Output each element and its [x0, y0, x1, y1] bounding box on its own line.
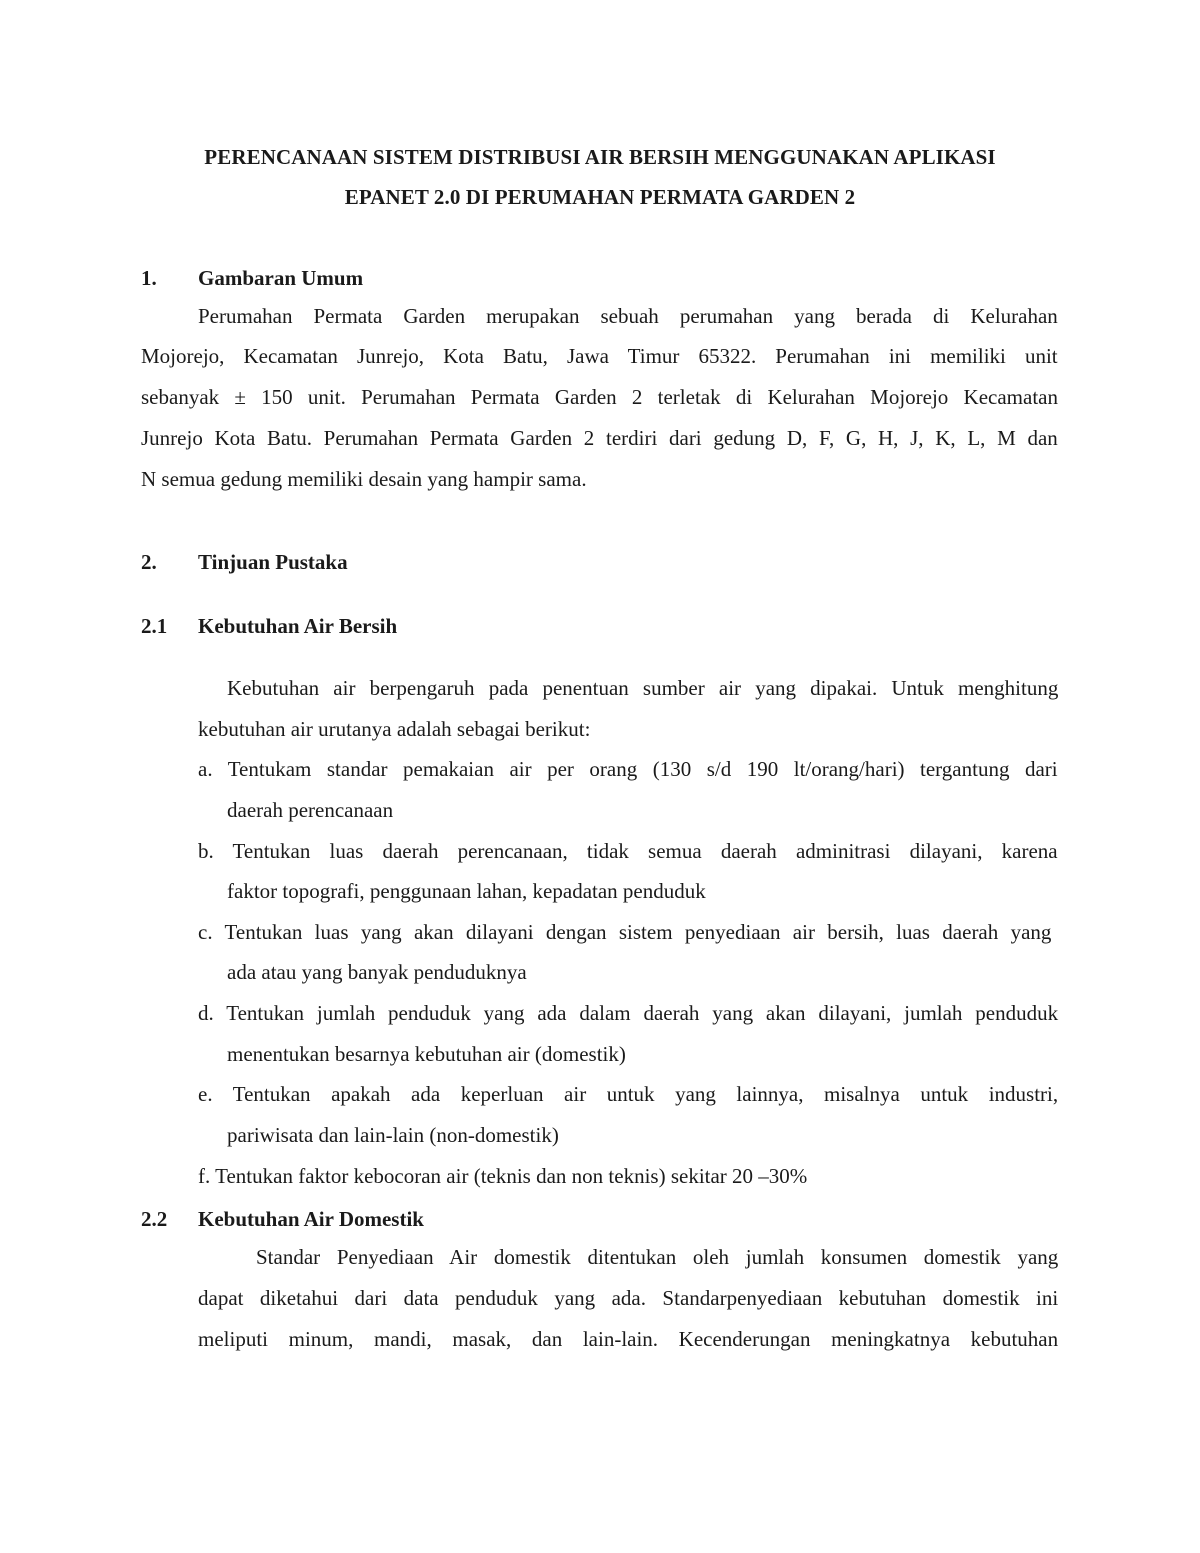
section-2-1-title: Kebutuhan Air Bersih	[198, 614, 398, 638]
section-1-line-1: Perumahan Permata Garden merupakan sebuah perumahan yang berada di Kelurahan	[198, 304, 1058, 328]
list-item-e-line-2: pariwisata dan lain-lain (non-domestik)	[227, 1123, 559, 1147]
list-item-a-line-1: a. Tentukam standar pemakaian air per orang (130 s/d 190 lt/orang/hari) tergantung dari	[198, 757, 1058, 781]
section-2-title: Tinjuan Pustaka	[198, 550, 348, 574]
document-title-line-1: PERENCANAAN SISTEM DISTRIBUSI AIR BERSIH MENGGUNAKAN APLIKASI	[204, 145, 996, 169]
section-2-2-title: Kebutuhan Air Domestik	[198, 1207, 424, 1231]
section-2-2-heading	[141, 1205, 424, 1233]
list-item-b-line-1: b. Tentukan luas daerah perencanaan, tidak semua daerah adminitrasi dilayani, karena	[198, 839, 1058, 863]
list-item-e-line-1: e. Tentukan apakah ada keperluan air untuk yang lainnya, misalnya untuk industri,	[198, 1082, 1059, 1106]
section-2-2-line-3: meliputi minum, mandi, masak, dan lain-lain. Kecenderungan meningkatnya kebutuhan	[198, 1327, 1059, 1351]
section-1-line-3: sebanyak ± 150 unit. Perumahan Permata Garden 2 terletak di Kelurahan Mojorejo Kecamatan	[141, 385, 1058, 409]
section-1-heading	[141, 264, 363, 292]
section-1-line-4: Junrejo Kota Batu. Perumahan Permata Garden 2 terdiri dari gedung D, F, G, H, J, K, L, M dan	[141, 426, 1058, 450]
section-2-1-intro-line-2: kebutuhan air urutanya adalah sebagai berikut:	[198, 717, 591, 741]
list-item-c-line-1: c. Tentukan luas yang akan dilayani dengan sistem penyediaan air bersih, luas daerah yang	[198, 920, 1052, 944]
section-2-heading	[141, 548, 348, 576]
list-item-d-line-2: menentukan besarnya kebutuhan air (domestik)	[227, 1042, 626, 1066]
list-item-f-line-1: f. Tentukan faktor kebocoran air (teknis dan non teknis) sekitar 20 –30%	[198, 1164, 808, 1188]
section-1-line-5: N semua gedung memiliki desain yang hampir sama.	[141, 467, 587, 491]
section-2-1-number: 2.1	[141, 614, 168, 638]
list-item-d-line-1: d. Tentukan jumlah penduduk yang ada dalam daerah yang akan dilayani, jumlah penduduk	[198, 1001, 1059, 1025]
section-2-1-heading	[141, 612, 397, 640]
document-title-line-2: EPANET 2.0 DI PERUMAHAN PERMATA GARDEN 2	[344, 185, 856, 209]
section-2-2-number: 2.2	[141, 1207, 168, 1231]
list-item-b-line-2: faktor topografi, penggunaan lahan, kepadatan penduduk	[227, 879, 706, 903]
list-item-a-line-2: daerah perencanaan	[227, 798, 394, 822]
section-2-number: 2.	[141, 550, 157, 574]
section-2-2-line-1: Standar Penyediaan Air domestik ditentukan oleh jumlah konsumen domestik yang	[256, 1245, 1059, 1269]
section-1-title: Gambaran Umum	[198, 266, 364, 290]
section-1-number: 1.	[141, 266, 157, 290]
list-item-c-line-2: ada atau yang banyak penduduknya	[227, 960, 527, 984]
section-1-line-2: Mojorejo, Kecamatan Junrejo, Kota Batu, Jawa Timur 65322. Perumahan ini memiliki unit	[141, 344, 1058, 368]
section-2-2-line-2: dapat diketahui dari data penduduk yang ada. Standarpenyediaan kebutuhan domestik ini	[198, 1286, 1059, 1310]
section-2-1-intro-line-1: Kebutuhan air berpengaruh pada penentuan sumber air yang dipakai. Untuk menghitung	[227, 676, 1059, 700]
